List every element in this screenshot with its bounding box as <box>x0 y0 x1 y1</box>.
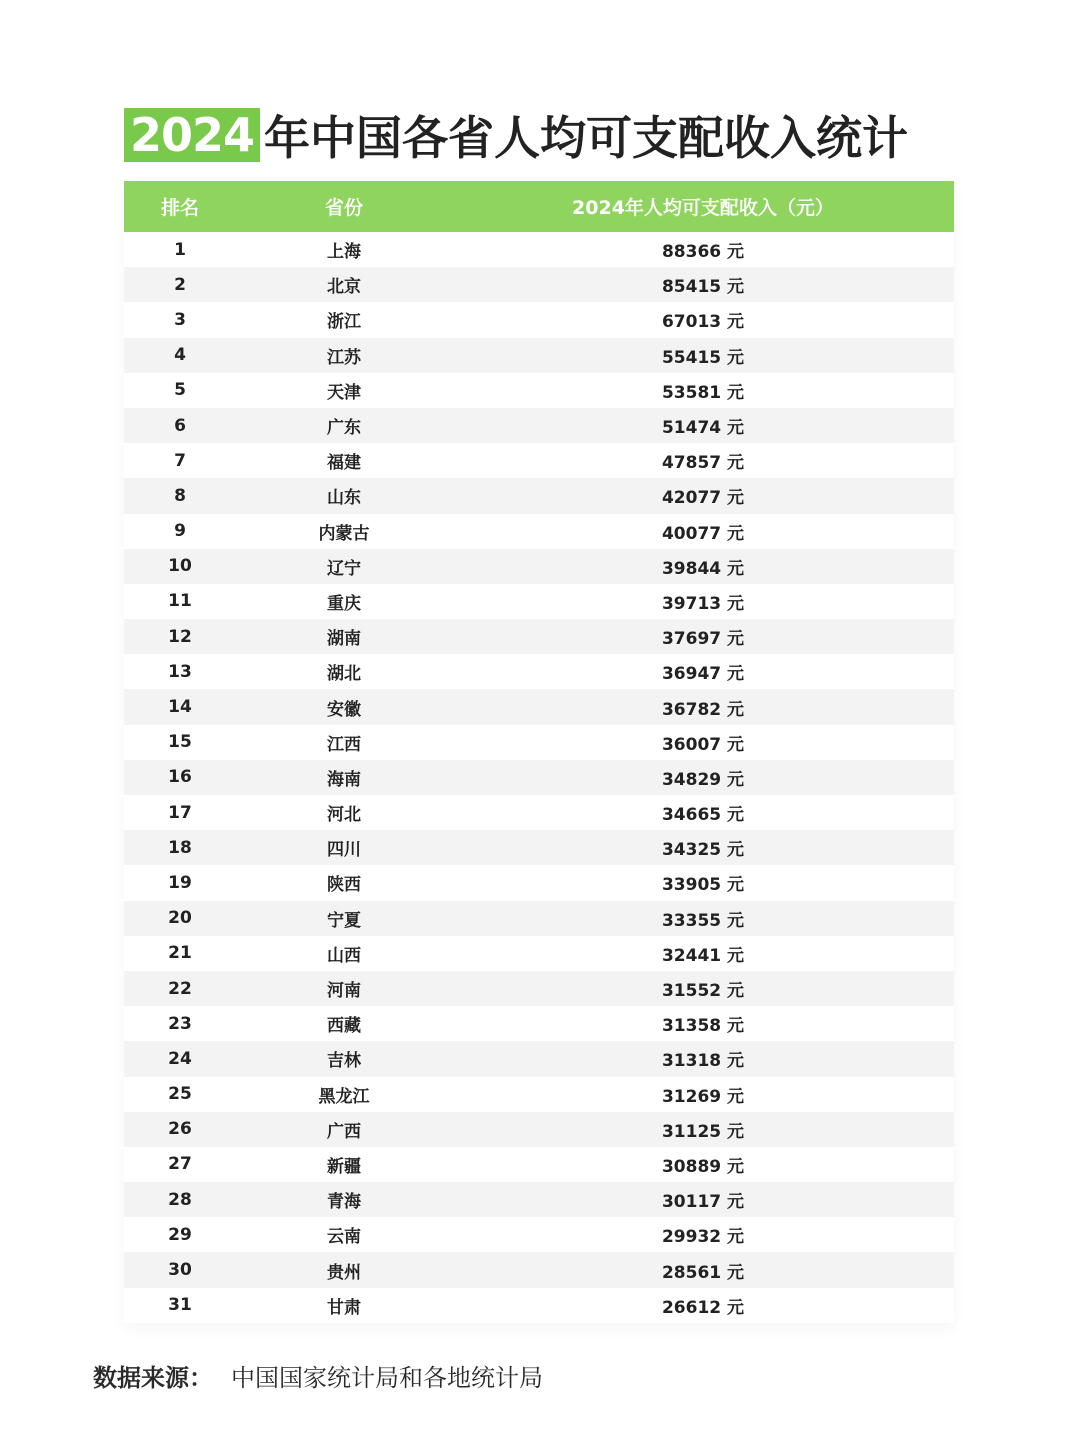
rank-cell: 14 <box>168 697 192 718</box>
data-source <box>93 1358 543 1393</box>
province-cell: 江苏 <box>327 347 361 368</box>
table-row <box>124 514 954 549</box>
table-row <box>124 373 954 408</box>
province-cell: 青海 <box>327 1192 361 1213</box>
table-row <box>124 971 954 1006</box>
rank-cell: 27 <box>168 1154 192 1175</box>
province-cell: 新疆 <box>327 1156 361 1177</box>
title-text: 年中国各省人均可支配收入统计 <box>264 111 909 165</box>
income-cell: 51474 元 <box>661 418 745 439</box>
table-row <box>124 338 954 373</box>
rank-cell: 23 <box>168 1013 192 1034</box>
income-cell: 34665 元 <box>661 805 745 826</box>
province-cell: 云南 <box>327 1227 361 1248</box>
rank-cell: 29 <box>168 1224 192 1245</box>
table-row <box>124 408 954 443</box>
province-cell: 天津 <box>327 382 361 403</box>
table-row <box>124 1217 954 1252</box>
province-cell: 吉林 <box>327 1051 361 1072</box>
province-cell: 海南 <box>327 769 361 790</box>
rank-cell: 10 <box>168 556 192 577</box>
table-header <box>124 181 954 232</box>
province-cell: 黑龙江 <box>318 1086 370 1107</box>
rank-cell: 28 <box>168 1189 192 1210</box>
income-cell: 30889 元 <box>661 1156 745 1177</box>
rank-cell: 13 <box>168 661 192 682</box>
rank-cell: 25 <box>168 1084 192 1105</box>
rank-cell: 20 <box>168 908 192 929</box>
data-source-text: 中国国家统计局和各地统计局 <box>231 1364 543 1392</box>
rank-cell: 15 <box>168 732 192 753</box>
province-cell: 河南 <box>327 981 361 1002</box>
income-cell: 31318 元 <box>661 1051 745 1072</box>
table-row <box>124 549 954 584</box>
province-cell: 辽宁 <box>327 558 361 579</box>
rank-cell: 16 <box>168 767 192 788</box>
table-row <box>124 1288 954 1323</box>
income-cell: 47857 元 <box>661 453 745 474</box>
rank-cell: 12 <box>168 626 192 647</box>
province-cell: 山东 <box>327 488 361 509</box>
table-row <box>124 760 954 795</box>
table-row <box>124 654 954 689</box>
header-province: 省份 <box>324 197 363 219</box>
table-row <box>124 1182 954 1217</box>
table-row <box>124 584 954 619</box>
province-cell: 湖北 <box>327 664 361 685</box>
table-row <box>124 1252 954 1287</box>
title-year-badge: 2024 <box>124 108 260 162</box>
province-cell: 山西 <box>327 945 361 966</box>
income-cell: 31125 元 <box>661 1121 745 1142</box>
rank-cell: 7 <box>174 450 186 471</box>
page-title <box>124 104 908 166</box>
rank-cell: 24 <box>168 1048 192 1069</box>
rank-cell: 6 <box>174 415 186 436</box>
province-cell: 上海 <box>327 242 361 263</box>
table-row <box>124 936 954 971</box>
income-cell: 31552 元 <box>661 981 745 1002</box>
header-rank: 排名 <box>160 197 199 219</box>
income-cell: 40077 元 <box>661 523 745 544</box>
rank-cell: 2 <box>174 274 186 295</box>
rank-cell: 30 <box>168 1260 192 1281</box>
income-cell: 55415 元 <box>661 347 745 368</box>
province-cell: 北京 <box>327 277 361 298</box>
table-row <box>124 1077 954 1112</box>
rank-cell: 5 <box>174 380 186 401</box>
income-cell: 36947 元 <box>661 664 745 685</box>
table-row <box>124 689 954 724</box>
income-cell: 33905 元 <box>661 875 745 896</box>
income-cell: 42077 元 <box>661 488 745 509</box>
province-cell: 浙江 <box>327 312 361 333</box>
table-row <box>124 232 954 267</box>
province-cell: 广西 <box>327 1121 361 1142</box>
income-cell: 31358 元 <box>661 1016 745 1037</box>
income-cell: 28561 元 <box>661 1262 745 1283</box>
income-cell: 31269 元 <box>661 1086 745 1107</box>
income-cell: 26612 元 <box>661 1297 745 1318</box>
table-row <box>124 1147 954 1182</box>
rank-cell: 1 <box>174 239 186 260</box>
rank-cell: 4 <box>174 345 186 366</box>
table-row <box>124 478 954 513</box>
table-row <box>124 1041 954 1076</box>
table-row <box>124 619 954 654</box>
rank-cell: 19 <box>168 872 192 893</box>
table-row <box>124 302 954 337</box>
table-row <box>124 901 954 936</box>
province-cell: 河北 <box>327 805 361 826</box>
province-cell: 宁夏 <box>327 910 361 931</box>
table-row <box>124 443 954 478</box>
province-cell: 江西 <box>327 734 361 755</box>
province-cell: 内蒙古 <box>318 523 370 544</box>
rank-cell: 22 <box>168 978 192 999</box>
rank-cell: 26 <box>168 1119 192 1140</box>
rank-cell: 21 <box>168 943 192 964</box>
table-row <box>124 725 954 760</box>
table-row <box>124 267 954 302</box>
income-cell: 53581 元 <box>661 382 745 403</box>
data-source-label: 数据来源： <box>93 1364 213 1392</box>
income-cell: 36007 元 <box>661 734 745 755</box>
province-cell: 甘肃 <box>327 1297 361 1318</box>
rank-cell: 3 <box>174 309 186 330</box>
province-cell: 陕西 <box>327 875 361 896</box>
table-row <box>124 795 954 830</box>
rank-cell: 31 <box>168 1295 192 1316</box>
table-row <box>124 865 954 900</box>
income-cell: 36782 元 <box>661 699 745 720</box>
income-cell: 88366 元 <box>661 242 745 263</box>
province-cell: 安徽 <box>327 699 361 720</box>
table-row <box>124 1006 954 1041</box>
rank-cell: 17 <box>168 802 192 823</box>
table-body <box>124 232 954 1323</box>
income-cell: 67013 元 <box>661 312 745 333</box>
income-cell: 33355 元 <box>661 910 745 931</box>
income-cell: 37697 元 <box>661 629 745 650</box>
income-cell: 39844 元 <box>661 558 745 579</box>
province-cell: 西藏 <box>327 1016 361 1037</box>
income-cell: 30117 元 <box>661 1192 745 1213</box>
rank-cell: 8 <box>174 485 186 506</box>
province-cell: 广东 <box>327 418 361 439</box>
province-cell: 四川 <box>327 840 361 861</box>
income-cell: 32441 元 <box>661 945 745 966</box>
table-row <box>124 1112 954 1147</box>
income-table <box>124 181 954 1323</box>
header-income: 2024年人均可支配收入（元） <box>572 197 834 219</box>
income-cell: 85415 元 <box>661 277 745 298</box>
income-cell: 34325 元 <box>661 840 745 861</box>
province-cell: 重庆 <box>327 593 361 614</box>
province-cell: 福建 <box>327 453 361 474</box>
income-cell: 39713 元 <box>661 593 745 614</box>
rank-cell: 11 <box>168 591 192 612</box>
province-cell: 贵州 <box>327 1262 361 1283</box>
rank-cell: 18 <box>168 837 192 858</box>
province-cell: 湖南 <box>327 629 361 650</box>
income-cell: 29932 元 <box>661 1227 745 1248</box>
table-row <box>124 830 954 865</box>
rank-cell: 9 <box>174 521 186 542</box>
income-cell: 34829 元 <box>661 769 745 790</box>
